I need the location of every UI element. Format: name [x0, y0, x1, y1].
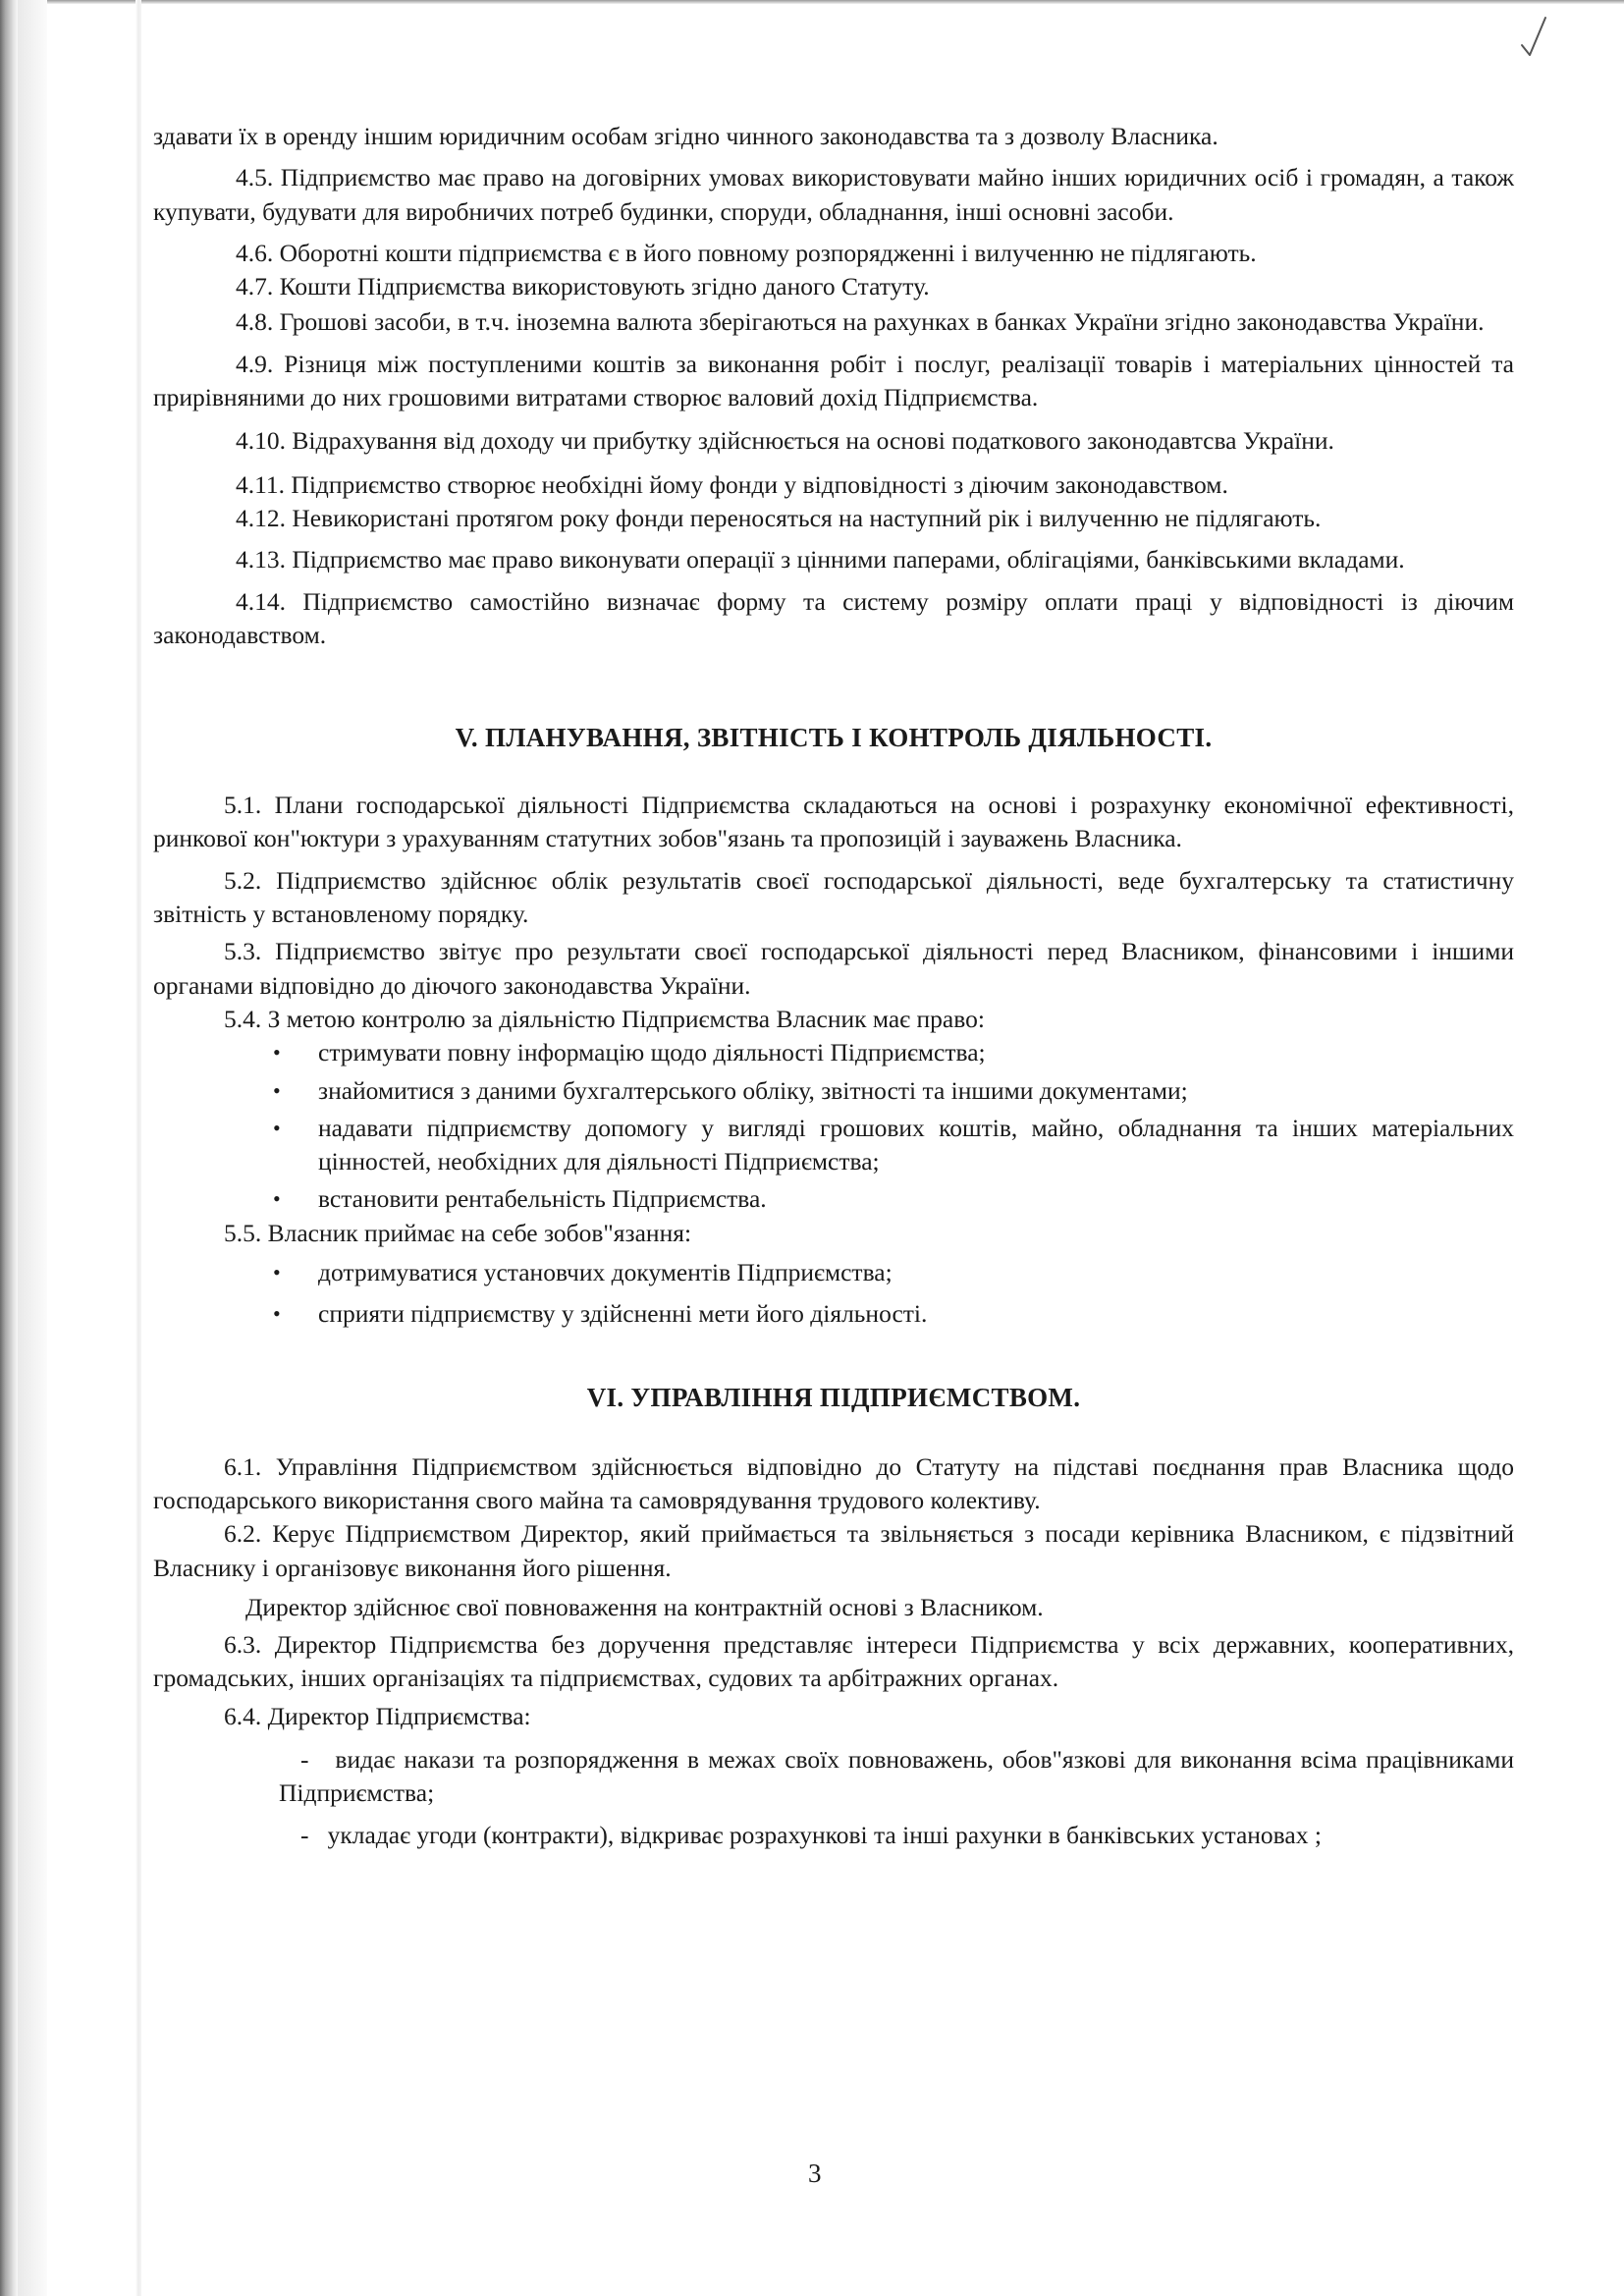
- bullet-icon: •: [273, 1040, 281, 1066]
- scan-left-edge: [0, 0, 18, 2296]
- bullet-icon: •: [273, 1077, 281, 1103]
- paragraph-4-14: 4.14. Підприємство самостійно визначає форму та систему розміру оплати праці у відповідності із діючим законодавством.: [153, 586, 1514, 649]
- list-item: • стримувати повну інформацію щодо діяльності Підприємства;: [153, 1036, 1514, 1069]
- bullet-icon: •: [273, 1186, 281, 1212]
- paragraph-4-13: 4.13. Підприємство має право виконувати операції з цінними паперами, облігаціями, банківськими вкладами.: [236, 545, 1405, 574]
- paragraph-5-3: 5.3. Підприємство звітує про результати своєї господарської діяльності перед Власником, фінансовими і іншими органами відповідно до діючого законодавства України.: [153, 937, 1514, 1000]
- director-duties-list: [153, 1743, 1514, 1852]
- paragraph-director-note: Директор здійснює свої повноваження на контрактній основі з Власником.: [245, 1592, 1044, 1621]
- bullet-icon: •: [273, 1301, 281, 1327]
- list-item: • дотримуватися установчих документів Підприємства;: [153, 1256, 1514, 1289]
- section-heading-vi: VI. УПРАВЛІННЯ ПІДПРИЄМСТВОМ.: [586, 1382, 1081, 1412]
- paragraph-6-1: 6.1. Управління Підприємством здійснюється відповідно до Статуту на підставі поєднання прав Власника щодо господарського використання свого майна та самоврядування трудового колективу.: [153, 1451, 1514, 1514]
- scan-top-edge: [0, 0, 1624, 4]
- paragraph-continuation: здавати їх в оренду іншим юридичним особам згідно чинного законодавства та з дозволу Власника.: [153, 122, 1218, 150]
- dash-icon: -: [300, 1820, 328, 1849]
- list-item: • встановити рентабельність Підприємства.: [153, 1182, 1514, 1216]
- paragraph-4-5: 4.5. Підприємство має право на договірних умовах використовувати майно інших юридичних осіб і громадян, а також купувати, будувати для виробничих потреб будинки, споруди, обладнання, інші основні засоби.: [153, 163, 1514, 226]
- paragraph-4-9: 4.9. Різниця між поступленими коштів за виконання робіт і послуг, реалізації товарів і матеріальних цінностей та прирівняними до них грошовими витратами створює валовий дохід Підприємства.: [153, 349, 1514, 412]
- paragraph-4-10: 4.10. Відрахування від доходу чи прибутку здійснюється на основі податкового законодавтсва України.: [236, 426, 1334, 456]
- owner-obligations-list: [153, 1256, 1514, 1332]
- page-number: 3: [808, 2159, 822, 2188]
- scan-left-shadow: [18, 0, 47, 2296]
- bullet-icon: •: [273, 1260, 281, 1285]
- list-item: • сприяти підприємству у здійсненні мети його діяльності.: [153, 1297, 1514, 1331]
- paragraph-4-7: 4.7. Кошти Підприємства використовують згідно даного Статуту.: [236, 272, 930, 301]
- paragraph-5-2: 5.2. Підприємство здійснює облік результатів своєї господарської діяльності, веде бухгалтерську та статистичну звітність у встановленому порядку.: [153, 865, 1514, 929]
- paragraph-6-4-intro: 6.4. Директор Підприємства:: [224, 1701, 531, 1730]
- paragraph-6-2: 6.2. Керує Підприємством Директор, який приймається та звільняється з посади керівника Власником, є підзвітний Власнику і організовує виконання його рішення.: [153, 1519, 1514, 1582]
- page-body: [153, 120, 1514, 1852]
- list-item: - видає накази та розпорядження в межах своїх повноважень, обов"язкові для виконання всіма працівниками Підприємства;: [279, 1744, 1514, 1808]
- paragraph-4-6: 4.6. Оборотні кошти підприємства є в його повному розпорядженні і вилученню не підлягають.: [236, 238, 1257, 267]
- list-item: - укладає угоди (контракти), відкриває розрахункові та інші рахунки в банківських установах ;: [300, 1820, 1322, 1849]
- page-fold-line: [135, 0, 141, 2296]
- owner-rights-list: [153, 1036, 1514, 1216]
- paragraph-4-11: 4.11. Підприємство створює необхідні йому фонди у відповідності з діючим законодавством.: [236, 469, 1228, 499]
- list-item: • надавати підприємству допомогу у вигляді грошових коштів, майно, обладнання та інших матеріальних цінностей, необхідних для діяльності Підприємства;: [273, 1113, 1514, 1176]
- dash-icon: -: [300, 1744, 336, 1774]
- section-heading-v: V. ПЛАНУВАННЯ, ЗВІТНІСТЬ І КОНТРОЛЬ ДІЯЛЬНОСТІ.: [455, 723, 1213, 753]
- checkmark-icon: [1520, 14, 1549, 61]
- paragraph-5-4-intro: 5.4. З метою контролю за діяльністю Підприємства Власник має право:: [224, 1004, 985, 1033]
- paragraph-5-5-intro: 5.5. Власник приймає на себе зобов"язання:: [224, 1218, 692, 1247]
- paragraph-5-1: 5.1. Плани господарської діяльності Підприємства складаються на основі і розрахунку економічної ефективності, ринкової кон"юктури з урахуванням статутних зобов"язань та пропозицій і зауважень Власника.: [153, 791, 1514, 853]
- list-item: • знайомитися з даними бухгалтерського обліку, звітності та іншими документами;: [153, 1074, 1514, 1108]
- paragraph-4-8: 4.8. Грошові засоби, в т.ч. іноземна валюта зберігаються на рахунках в банках України згідно законодавства України.: [236, 307, 1485, 337]
- paragraph-6-3: 6.3. Директор Підприємства без доручення представляє інтереси Підприємства у всіх державних, кооперативних, громадських, інших організаціях та підприємствах, судових та арбітражних органах.: [153, 1630, 1514, 1693]
- paragraph-4-12: 4.12. Невикористані протягом року фонди переносяться на наступний рік і вилученню не підлягають.: [236, 503, 1322, 532]
- bullet-icon: •: [273, 1115, 281, 1140]
